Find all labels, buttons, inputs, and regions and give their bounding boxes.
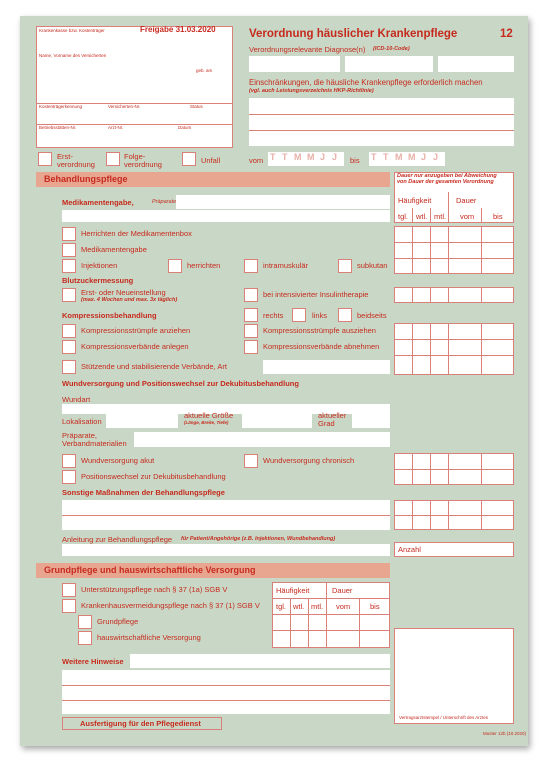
stockings-on-label: Kompressionsstrümpfe anziehen [81,326,191,335]
model-number: Muster 12b (10.2020) [483,731,527,736]
preparations-label-2: Verbandmaterialien [62,439,127,448]
duration-header: Dauer [456,196,477,205]
bs-first-label: Erst- oder Neueinstellung [81,288,166,297]
grade-label-2: Grad [318,419,335,428]
bs-insulin-label: bei intensivierter Insulintherapie [263,290,369,299]
facility-no-label: Betriebsstätten-Nr. [39,125,77,130]
bandage-on-label: Kompressionsverbände anlegen [81,342,189,351]
bandage-on-checkbox[interactable] [62,340,76,354]
insurer-label: Krankenkasse bzw. Kostenträger [39,28,105,33]
diagnosis-label: Verordnungsrelevante Diagnose(n) [249,45,366,54]
both-label: beidseits [357,311,387,320]
wound-type-label: Wundart [62,395,91,404]
date-char: T [371,152,377,162]
support-care-checkbox[interactable] [62,583,76,597]
insurer-field[interactable] [38,36,231,50]
medbox-label: Herrichten der Medikamentenbox [81,229,192,238]
date-char: M [408,152,416,162]
basic-care-section-header: Grundpflege und hauswirtschaftliche Versorgung [36,563,390,578]
avoid-care-label: Krankenhausvermeidungspflege nach § 37 (1) SGB V [81,601,260,610]
basic-col-from: vom [336,602,351,611]
name-field[interactable] [38,60,231,100]
position-change-checkbox[interactable] [62,470,76,484]
further-notes-field-1[interactable] [130,654,390,668]
first-order-label-1: Erst- [57,152,73,161]
frequency-header: Häufigkeit [398,196,432,205]
basic-col-monthly: mtl. [311,602,324,611]
stockings-on-checkbox[interactable] [62,324,76,338]
basic-col-daily: tgl. [276,602,287,611]
preparations-label-1: Präparate, [62,431,98,440]
both-checkbox[interactable] [338,308,352,322]
medication-item-label: Medikamentengabe [81,245,147,254]
stamp-label: Vertragsarztstempel / Unterschrift des Arztes [399,715,489,720]
diagnosis-hint: (ICD-10-Code) [373,46,410,52]
support-checkbox[interactable] [62,360,76,374]
form-title: Verordnung häuslicher Krankenpflege [249,28,458,40]
medication-label: Medikamentengabe, [62,198,134,207]
preparations-field[interactable] [134,432,390,447]
accident-checkbox[interactable] [182,152,196,166]
localisation-label: Lokalisation [62,417,102,426]
first-order-label-2: verordnung [57,160,95,169]
treatment-section-header: Behandlungspflege [36,172,390,187]
col-from: vom [460,212,475,221]
form-number: 12 [500,28,513,40]
avoid-care-checkbox[interactable] [62,599,76,613]
date-char: J [332,152,338,162]
instructions-hint: für Patient/Angehörige (z.B. Injektionen, Wundbehandlung) [181,536,336,542]
medication-checkbox[interactable] [62,243,76,257]
date-char: J [433,152,439,162]
size-field[interactable] [242,412,312,428]
facility-no-field[interactable] [38,132,231,146]
support-care-label: Unterstützungspflege nach § 37 (1a) SGB V [81,585,228,594]
follow-order-label-1: Folge- [124,152,146,161]
copy-label: Ausfertigung für den Pflegedienst [80,719,201,728]
restrictions-hint: (vgl. auch Leistungsverzeichnis HKP-Richtlinie) [249,88,374,94]
follow-order-checkbox[interactable] [106,152,120,166]
wound-acute-checkbox[interactable] [62,454,76,468]
date-label: Datum [178,125,192,130]
bs-first-hint: (max. 4 Wochen und max. 3x täglich) [81,297,178,303]
follow-order-label-2: verordnung [124,160,162,169]
household-label: hauswirtschaftliche Versorgung [97,633,201,642]
count-label: Anzahl [398,545,421,554]
wound-acute-label: Wundversorgung akut [81,456,155,465]
insured-no-label: Versicherten-Nr. [108,104,141,109]
wound-chronic-label: Wundversorgung chronisch [263,456,355,465]
date-char: T [383,152,389,162]
bloodsugar-title: Blutzuckermessung [62,276,134,285]
date-char: M [395,152,403,162]
other-title: Sonstige Maßnahmen der Behandlungspflege [62,488,225,497]
date-char: T [270,152,276,162]
support-label: Stützende und stabilisierende Verbände, Art [81,362,227,371]
basic-label: Grundpflege [97,617,139,626]
localisation-field[interactable] [106,412,178,428]
name-label: Name, Vorname des Versicherten [39,53,107,58]
household-checkbox[interactable] [78,631,92,645]
basic-col-to: bis [370,602,380,611]
left-checkbox[interactable] [292,308,306,322]
wound-chronic-checkbox[interactable] [244,454,258,468]
col-daily: tgl. [398,212,409,221]
bandage-off-checkbox[interactable] [244,340,258,354]
further-notes-label: Weitere Hinweise [62,657,124,666]
date-char: J [320,152,326,162]
doctor-no-label: Arzt-Nr. [108,125,124,130]
restrictions-label: Einschränkungen, die häusliche Krankenpflege erforderlich machen [249,78,483,87]
stockings-off-label: Kompressionsstrümpfe ausziehen [263,326,376,335]
bs-insulin-checkbox[interactable] [244,288,258,302]
insurer-id-label: Kostenträgerkennung [39,104,83,109]
further-notes-field-2[interactable] [62,670,390,714]
insurer-id-field[interactable] [38,111,231,121]
intramuscular-checkbox[interactable] [244,259,258,273]
basic-col-weekly: wtl. [293,602,305,611]
col-to: bis [493,212,503,221]
grade-label-1: aktueller [318,411,347,420]
injections-checkbox[interactable] [62,259,76,273]
basic-frequency-header: Häufigkeit [276,586,310,595]
instructions-label: Anleitung zur Behandlungspflege [62,535,173,544]
grade-field[interactable] [352,412,390,428]
doctor-stamp-box[interactable] [394,628,514,724]
prepare-label: herrichten [187,261,221,270]
medication-field-1[interactable] [176,195,390,209]
diagnosis-field-1[interactable] [249,56,340,72]
release-date: Freigabe 31.03.2020 [140,25,216,34]
medication-field-2[interactable] [62,210,390,222]
left-label: links [312,311,328,320]
restrictions-field[interactable] [249,98,514,146]
medbox-checkbox[interactable] [62,227,76,241]
current-size-label: aktuelle Größe [184,411,234,420]
diagnosis-field-3[interactable] [438,56,514,72]
compression-title: Kompressionsbehandlung [62,311,157,320]
date-char: M [307,152,315,162]
col-monthly: mtl. [434,212,447,221]
duration-note-2: von Dauer der gesamten Verordnung [397,179,494,185]
accident-label: Unfall [201,156,221,165]
to-label: bis [350,156,360,165]
bandage-off-label: Kompressionsverbände abnehmen [263,342,380,351]
wound-title: Wundversorgung und Positionswechsel zur Dekubitusbehandlung [62,379,299,388]
position-change-label: Positionswechsel zur Dekubitusbehandlung [81,472,226,481]
from-label: vom [249,156,264,165]
stockings-off-checkbox[interactable] [244,324,258,338]
prescription-form [20,16,528,746]
basic-checkbox[interactable] [78,615,92,629]
subcutaneous-checkbox[interactable] [338,259,352,273]
duration-note-1: Dauer nur anzugeben bei Abweichung [397,173,497,179]
date-char: J [421,152,427,162]
size-hint: (Länge, Breite, Tiefe) [184,420,229,425]
status-label: Status [190,104,203,109]
right-label: rechts [263,311,284,320]
basic-duration-header: Dauer [332,586,353,595]
dob-label: geb. am [196,68,213,73]
medication-hint: Präparate [152,199,177,205]
date-char: M [294,152,302,162]
subcutaneous-label: subkutan [357,261,388,270]
prepare-checkbox[interactable] [168,259,182,273]
support-field[interactable] [263,360,390,374]
col-weekly: wtl. [416,212,428,221]
first-order-checkbox[interactable] [38,152,52,166]
injections-label: Injektionen [81,261,118,270]
right-checkbox[interactable] [244,308,258,322]
diagnosis-field-2[interactable] [345,56,433,72]
bs-first-checkbox[interactable] [62,288,76,302]
intramuscular-label: intramuskulär [263,261,309,270]
instructions-field[interactable] [62,544,390,556]
date-char: T [282,152,288,162]
